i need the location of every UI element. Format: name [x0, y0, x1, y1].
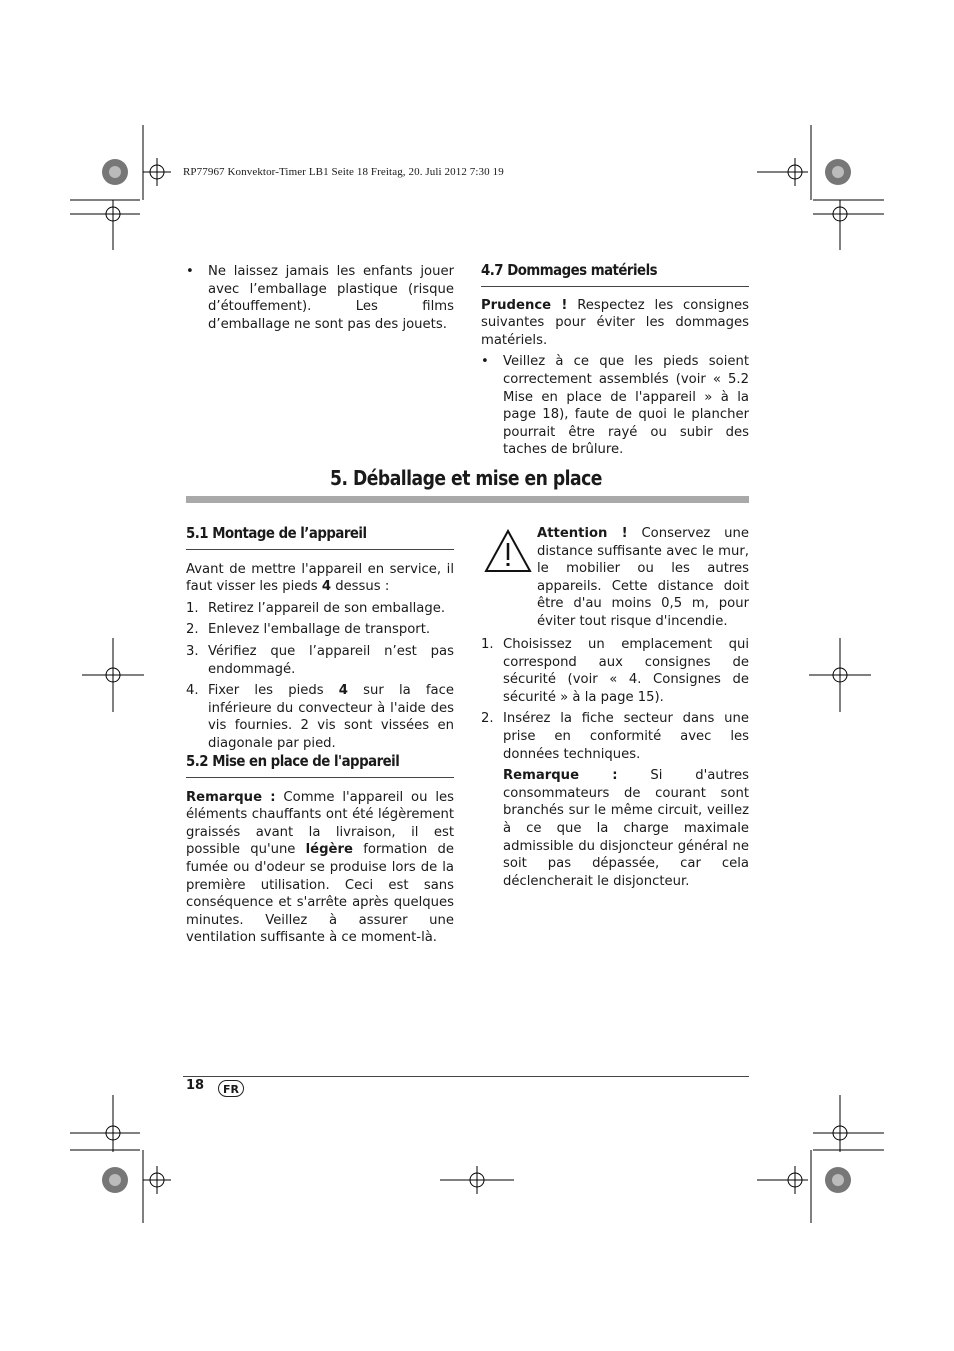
step-number: 4. — [186, 683, 199, 699]
section-title: 4.7 Dommages matériels — [481, 261, 658, 279]
registration-target-icon — [757, 1095, 884, 1223]
bullet-marker: • — [481, 354, 489, 370]
remark-paragraph — [186, 789, 454, 947]
chapter-title: 5. Déballage et mise en place — [330, 466, 602, 490]
step-text-part: sur la face inférieure du convecteur à l'aide des vis fournies. 2 vis sont vissées en diagonale par pied. — [208, 683, 454, 751]
warning-triangle-icon — [483, 528, 533, 574]
step-text: Enlevez l'emballage de transport. — [208, 622, 431, 638]
step-number: 3. — [186, 643, 199, 659]
list-item — [186, 621, 454, 639]
language-badge: FR — [218, 1080, 244, 1097]
remark-label: Remarque : — [503, 768, 618, 784]
step-text: Choisissez un emplacement qui correspond aux consignes de sécurité (voir « 4. Consignes de sécurité » à la page 15). — [503, 637, 749, 705]
prudence-label: Prudence ! — [481, 297, 568, 313]
attention-paragraph — [537, 525, 749, 631]
list-item — [481, 353, 749, 459]
remark-emphasis: légère — [305, 842, 353, 858]
section-5-2 — [186, 753, 454, 947]
page-number: 18 — [186, 1078, 205, 1093]
attention-text: Conservez une distance suffisante avec le mur, le mobilier ou les autres appareils. Cette distance doit être d'au moins 0,5 m, pour éviter tout risque d'incendie. — [537, 526, 749, 629]
bullet-marker: • — [186, 264, 194, 279]
step-number: 2. — [481, 711, 494, 727]
intro-paragraph — [186, 561, 454, 596]
intro-text: Avant de mettre l'appareil en service, il faut visser les pieds — [186, 561, 454, 595]
list-item — [186, 600, 454, 618]
step-text-part: Fixer les pieds — [208, 683, 339, 699]
chapter-band — [186, 496, 749, 503]
prudence-text: Respectez les consignes suivantes pour éviter les dommages matériels. — [481, 297, 749, 348]
list-item — [186, 682, 454, 752]
remark-paragraph — [481, 767, 749, 890]
step-text: Insérez la fiche secteur dans une prise en conformité avec les données techniques. — [503, 711, 749, 762]
section-title: 5.2 Mise en place de l'appareil — [186, 752, 400, 770]
remark-text: Si d'autres consommateurs de courant sont branchés sur le même circuit, veillez à ce que la charge maximale admissible du disjoncteur général ne soit pas dépassée, car cela déclencherait le disjoncteur. — [503, 768, 749, 889]
prudence-paragraph — [481, 297, 749, 350]
part-number: 4 — [338, 683, 348, 699]
list-item-text: Veillez à ce que les pieds soient correctement assemblés (voir « 5.2 Mise en place de l'appareil » à la page 18), faute de quoi le plancher pourrait être rayé ou subir des taches de brûlure. — [503, 354, 749, 458]
attention-label: Attention ! — [537, 526, 628, 541]
step-text: Retirez l’appareil de son emballage. — [208, 600, 446, 616]
registration-target-icon — [809, 638, 871, 712]
registration-target-icon — [757, 125, 884, 250]
print-header: RP77967 Konvektor-Timer LB1 Seite 18 Freitag, 20. Juli 2012 7:30 19 — [183, 166, 504, 178]
registration-target-icon — [70, 125, 171, 250]
top-left-column — [186, 263, 454, 333]
remark-text: Comme l'appareil ou les éléments chauffants ont été légèrement graissés avant la livraison, il est possible qu'une — [186, 789, 454, 858]
section-5-1 — [186, 525, 454, 753]
registration-target-icon — [82, 638, 144, 712]
section-4-7 — [481, 262, 749, 459]
intro-text: dessus : — [331, 579, 390, 595]
list-item-text: Ne laissez jamais les enfants jouer avec l’emballage plastique (risque d’étouffement). Les films d’emballage ne sont pas des jouets. — [208, 264, 454, 332]
step-text: Vérifiez que l’appareil n’est pas endommagé. — [208, 643, 454, 677]
placement-steps — [481, 636, 749, 890]
list-item — [186, 643, 454, 678]
registration-target-icon — [70, 1095, 171, 1223]
step-text — [208, 683, 454, 751]
attention-block — [537, 525, 749, 631]
list-item — [481, 710, 749, 763]
part-number: 4 — [321, 579, 331, 595]
footer-rule — [183, 1076, 749, 1077]
remark-text: formation de fumée ou d'odeur se produise lors de la première utilisation. Ceci est sans conséquence et s'arrête après quelques minutes. Veillez à assurer une ventilation suffisante à ce moment-là. — [186, 842, 454, 946]
list-item — [186, 263, 454, 333]
step-number: 1. — [481, 637, 494, 652]
list-item — [481, 636, 749, 706]
step-number: 2. — [186, 622, 199, 638]
step-number: 1. — [186, 600, 199, 616]
section-title: 5.1 Montage de l’appareil — [186, 524, 367, 542]
remark-label: Remarque : — [186, 789, 276, 805]
registration-target-icon — [440, 1166, 514, 1194]
